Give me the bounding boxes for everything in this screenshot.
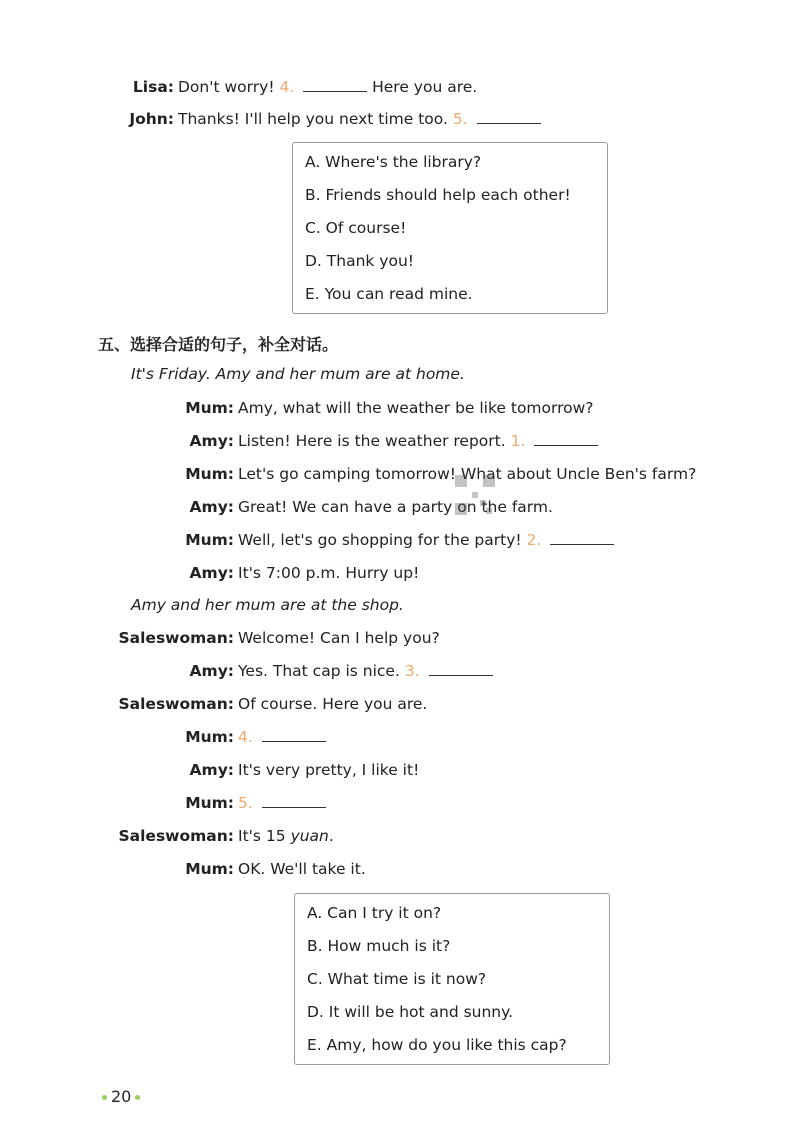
page-footer — [98, 1087, 144, 1106]
answer-blank[interactable] — [477, 109, 541, 124]
speaker-name: Mum: — [185, 531, 234, 549]
option-item: A. Can I try it on? — [307, 904, 442, 922]
speaker-name: Lisa: — [132, 78, 174, 96]
line-text: Of course. Here you are. — [238, 695, 428, 713]
speaker-name: Mum: — [185, 399, 234, 417]
question-number: 3. — [404, 662, 425, 680]
decor-dot-icon — [102, 1095, 107, 1100]
answer-blank[interactable] — [303, 77, 367, 92]
line-text: It's 15 yuan. — [238, 827, 334, 845]
speaker-name: Saleswoman: — [118, 629, 234, 647]
line-text — [238, 727, 326, 747]
narration: It's Friday. Amy and her mum are at home. — [131, 365, 465, 383]
speaker-name: Amy: — [189, 564, 234, 582]
option-item: E. Amy, how do you like this cap? — [307, 1036, 567, 1054]
line-text: Listen! Here is the weather report. 1. — [238, 431, 598, 451]
line-text — [238, 793, 326, 813]
line-text: Amy, what will the weather be like tomorrow? — [238, 399, 594, 417]
options-box — [292, 142, 608, 314]
speaker-name: Mum: — [185, 465, 234, 483]
question-number: 4. — [238, 728, 258, 746]
watermark-qr-icon — [450, 470, 500, 520]
speaker-name: Amy: — [189, 761, 234, 779]
speaker-name: Saleswoman: — [118, 827, 234, 845]
line-text: Great! We can have a party on the farm. — [238, 498, 553, 516]
line-text: OK. We'll take it. — [238, 860, 366, 878]
option-item: B. How much is it? — [307, 937, 451, 955]
answer-blank[interactable] — [262, 727, 326, 742]
question-number: 4. — [279, 78, 300, 96]
option-item: C. Of course! — [305, 219, 407, 237]
option-item: C. What time is it now? — [307, 970, 487, 988]
option-item: D. Thank you! — [305, 252, 414, 270]
line-text: It's 7:00 p.m. Hurry up! — [238, 564, 420, 582]
question-number: 1. — [510, 432, 531, 450]
speaker-name: Mum: — [185, 860, 234, 878]
option-item: E. You can read mine. — [305, 285, 473, 303]
line-text: Welcome! Can I help you? — [238, 629, 440, 647]
answer-blank[interactable] — [429, 661, 493, 676]
option-item: A. Where's the library? — [305, 153, 482, 171]
line-text: Don't worry! 4. Here you are. — [178, 78, 478, 96]
speaker-name: John: — [129, 110, 174, 128]
answer-blank[interactable] — [534, 431, 598, 446]
speaker-name: Amy: — [189, 662, 234, 680]
speaker-name: Amy: — [189, 432, 234, 450]
answer-blank[interactable] — [262, 793, 326, 808]
options-box — [294, 893, 610, 1065]
line-text: Let's go camping tomorrow! What about Uncle Ben's farm? — [238, 465, 697, 483]
line-text: Thanks! I'll help you next time too. 5. — [178, 109, 541, 129]
line-text: Well, let's go shopping for the party! 2. — [238, 530, 614, 550]
narration: Amy and her mum are at the shop. — [131, 596, 404, 614]
question-number: 2. — [526, 531, 547, 549]
question-number: 5. — [238, 794, 258, 812]
line-text: Yes. That cap is nice. 3. — [238, 661, 493, 681]
speaker-name: Mum: — [185, 728, 234, 746]
page-number: 20 — [111, 1087, 132, 1106]
option-item: B. Friends should help each other! — [305, 186, 571, 204]
speaker-name: Saleswoman: — [118, 695, 234, 713]
speaker-name: Mum: — [185, 794, 234, 812]
answer-blank[interactable] — [550, 530, 614, 545]
option-item: D. It will be hot and sunny. — [307, 1003, 514, 1021]
section-title: 五、选择合适的句子，补全对话。 — [98, 335, 339, 354]
question-number: 5. — [452, 110, 473, 128]
decor-dot-icon — [135, 1095, 140, 1100]
line-text: It's very pretty, I like it! — [238, 761, 420, 779]
speaker-name: Amy: — [189, 498, 234, 516]
